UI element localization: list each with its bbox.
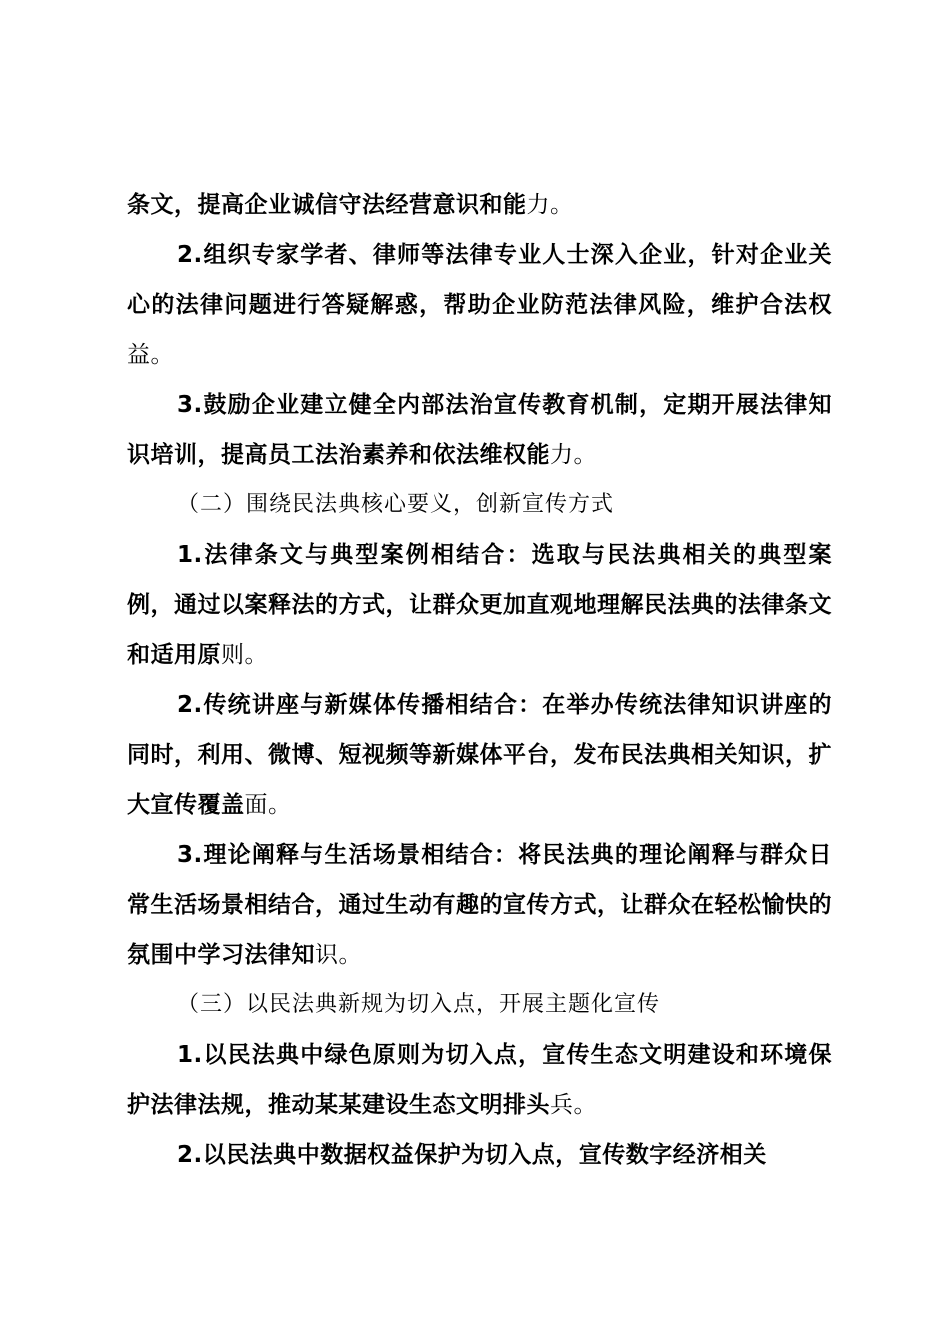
paragraph-tail: 兵。 bbox=[550, 1092, 597, 1118]
paragraph-text: 3.理论阐释与生活场景相结合：将民法典的理论阐释与群众日常生活场景相结合，通过生动有趣的宣传方式，让群众在轻松愉快的氛围中学习法律知 bbox=[127, 842, 832, 968]
document-body bbox=[127, 180, 832, 1180]
paragraph-text: 2.以民法典中数据权益保护为切入点，宣传数字经济相关 bbox=[177, 1142, 767, 1168]
heading-text: （三）以民法典新规为切入点，开展主题化宣传 bbox=[177, 992, 661, 1017]
paragraph-item-case-study bbox=[127, 530, 832, 680]
paragraph-tail: 识。 bbox=[315, 942, 362, 968]
paragraph-item-expert-consultation bbox=[127, 230, 832, 380]
paragraph-text: 2.传统讲座与新媒体传播相结合：在举办传统法律知识讲座的同时，利用、微博、短视频等新媒体平台，发布民法典相关知识，扩大宣传覆盖 bbox=[127, 692, 832, 818]
paragraph-text: 条文，提高企业诚信守法经营意识和能 bbox=[127, 192, 527, 218]
paragraph-item-data-rights bbox=[127, 1130, 832, 1180]
paragraph-item-new-media bbox=[127, 680, 832, 830]
paragraph-tail: 力。 bbox=[550, 442, 597, 468]
paragraph-tail: 益。 bbox=[127, 342, 174, 368]
paragraph-text: 3.鼓励企业建立健全内部法治宣传教育机制，定期开展法律知识培训，提高员工法治素养和依法维权能 bbox=[127, 392, 832, 468]
heading-text: （二）围绕民法典核心要义，创新宣传方式 bbox=[177, 492, 615, 517]
section-heading-3 bbox=[127, 980, 832, 1030]
paragraph-text: 1.法律条文与典型案例相结合：选取与民法典相关的典型案例，通过以案释法的方式，让群众更加直观地理解民法典的法律条文和适用原 bbox=[127, 542, 832, 668]
section-heading-2 bbox=[127, 480, 832, 530]
paragraph-item-green-principle bbox=[127, 1030, 832, 1130]
paragraph-item-daily-life bbox=[127, 830, 832, 980]
paragraph-text: 1.以民法典中绿色原则为切入点，宣传生态文明建设和环境保护法律法规，推动某某建设生态文明排头 bbox=[127, 1042, 832, 1118]
paragraph-text: 2.组织专家学者、律师等法律专业人士深入企业，针对企业关心的法律问题进行答疑解惑，帮助企业防范法律风险，维护合法权 bbox=[127, 242, 832, 318]
paragraph-continuation bbox=[127, 180, 832, 230]
paragraph-item-internal-education bbox=[127, 380, 832, 480]
paragraph-tail: 面。 bbox=[244, 792, 292, 818]
paragraph-tail: 力。 bbox=[526, 192, 574, 218]
paragraph-tail: 则。 bbox=[221, 642, 268, 668]
